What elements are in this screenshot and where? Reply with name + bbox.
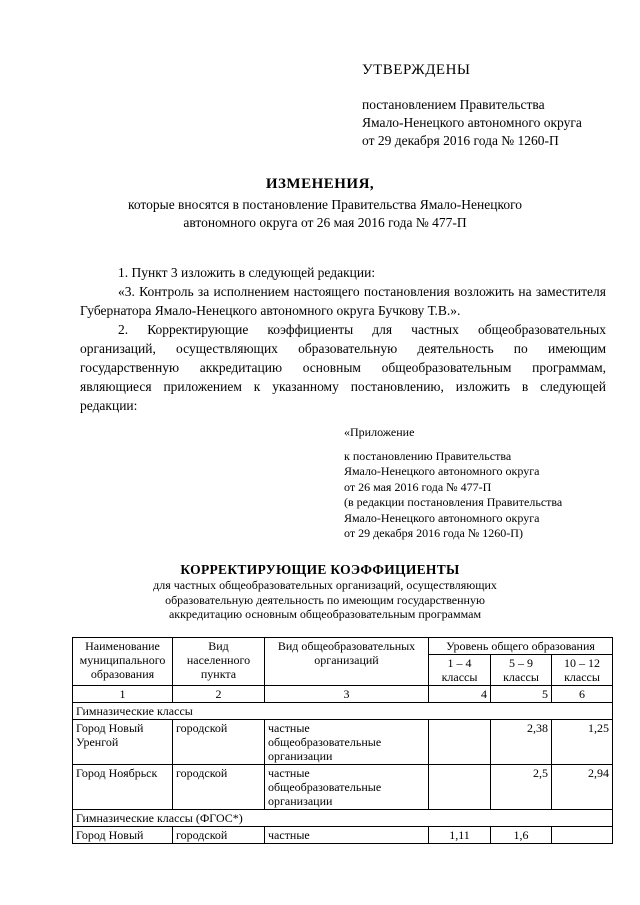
coefficients-table <box>72 637 613 844</box>
cell-grades-5-9: 2,5 <box>491 765 552 810</box>
header-org-type: Вид общеобразовательных организаций <box>265 638 429 686</box>
coefficients-subtitle <box>120 578 530 622</box>
appendix-reference <box>344 425 562 542</box>
header-settlement: Вид населенного пункта <box>173 638 265 686</box>
coefficients-title: КОРРЕКТИРУЮЩИЕ КОЭФФИЦИЕНТЫ <box>180 562 460 577</box>
changes-subtitle-line: автономного округа от 26 мая 2016 года № 477-П <box>183 215 467 230</box>
appendix-heading: «Приложение <box>344 425 415 439</box>
changes-title: ИЗМЕНЕНИЯ, <box>265 176 375 192</box>
column-number-row <box>73 686 613 703</box>
document-body <box>80 263 606 415</box>
coefficients-subtitle-line: аккредитацию основным общеобразовательным программам <box>168 607 482 621</box>
header-education-level: Уровень общего образования <box>429 638 613 655</box>
cell-grades-10-12: 1,25 <box>552 720 613 765</box>
coefficients-subtitle-line: для частных общеобразовательных организаций, осуществляющих <box>153 578 497 592</box>
paragraph: 1. Пункт 3 изложить в следующей редакции: <box>118 265 376 280</box>
paragraph: 2. Корректирующие коэффициенты для частных общеобразовательных организаций, осуществляющих образовательную деятельность по имеющим государственную аккредитацию основным общеобразовательным программам, являющиеся приложением к указанному постановлению, изложить в следующей редакции: <box>80 322 606 413</box>
section-title: Гимназические классы (ФГОС*) <box>73 810 613 827</box>
appendix-line: от 29 декабря 2016 года № 1260-П) <box>344 526 523 540</box>
table-row <box>73 827 613 844</box>
appendix-line: от 26 мая 2016 года № 477-П <box>344 479 492 494</box>
coefficients-subtitle-line: образовательную деятельность по имеющим государственную <box>165 592 485 607</box>
column-number: 4 <box>429 686 491 703</box>
cell-grades-1-4 <box>429 765 491 810</box>
approval-basis-line: Ямало-Ненецкого автономного округа <box>362 115 582 130</box>
header-grades-5-9: 5 – 9 классы <box>491 655 552 686</box>
section-row <box>73 703 613 720</box>
approval-basis-line: от 29 декабря 2016 года № 1260-П <box>362 133 559 148</box>
header-grades-10-12: 10 – 12 классы <box>552 655 613 686</box>
cell-settlement: городской <box>173 765 265 810</box>
column-number: 6 <box>552 686 613 703</box>
column-number: 2 <box>173 686 265 703</box>
cell-municipality: Город Новый Уренгой <box>73 720 173 765</box>
table-row <box>73 720 613 765</box>
cell-grades-1-4: 1,11 <box>429 827 491 844</box>
cell-org-type: частные общеобразовательные организации <box>265 720 429 765</box>
appendix-line: Ямало-Ненецкого автономного округа <box>344 510 540 525</box>
column-number: 1 <box>73 686 173 703</box>
cell-municipality: Город Ноябрьск <box>73 765 173 810</box>
changes-subtitle-line: которые вносятся в постановление Правительства Ямало-Ненецкого <box>127 197 523 212</box>
cell-grades-10-12: 2,94 <box>552 765 613 810</box>
column-number: 3 <box>265 686 429 703</box>
approval-basis-line: постановлением Правительства <box>362 97 545 112</box>
section-title: Гимназические классы <box>73 703 613 720</box>
approval-basis <box>362 96 582 150</box>
approval-title: УТВЕРЖДЕНЫ <box>362 62 471 78</box>
appendix-line: (в редакции постановления Правительства <box>344 495 563 509</box>
table-row <box>73 765 613 810</box>
header-municipality: Наименование муниципального образования <box>73 638 173 686</box>
paragraph: «3. Контроль за исполнением настоящего постановления возложить на заместителя Губернатора Ямало-Ненецкого автономного округа Бучкову Т.В.». <box>80 284 606 318</box>
cell-grades-5-9: 1,6 <box>491 827 552 844</box>
cell-org-type: частные общеобразовательные организации <box>265 765 429 810</box>
header-grades-1-4: 1 – 4 классы <box>429 655 491 686</box>
cell-settlement: городской <box>173 720 265 765</box>
section-row <box>73 810 613 827</box>
table-header-row <box>73 638 613 655</box>
changes-subtitle <box>110 196 540 232</box>
cell-grades-10-12 <box>552 827 613 844</box>
column-number: 5 <box>491 686 552 703</box>
cell-municipality: Город Новый <box>73 827 173 844</box>
cell-grades-5-9: 2,38 <box>491 720 552 765</box>
cell-grades-1-4 <box>429 720 491 765</box>
appendix-line: Ямало-Ненецкого автономного округа <box>344 464 540 478</box>
appendix-line: к постановлению Правительства <box>344 448 512 463</box>
cell-org-type: частные <box>265 827 429 844</box>
cell-settlement: городской <box>173 827 265 844</box>
